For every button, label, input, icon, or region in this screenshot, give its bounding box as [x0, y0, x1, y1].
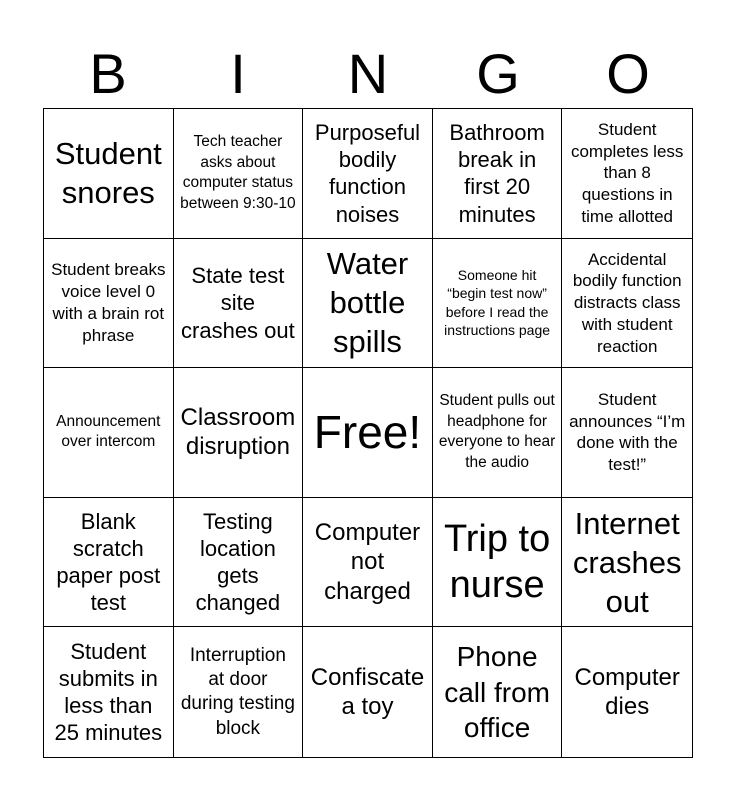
bingo-cell[interactable]: [174, 109, 304, 239]
bingo-cell[interactable]: [303, 109, 433, 239]
bingo-cell[interactable]: [433, 109, 563, 239]
cell-text: Someone hit “begin test now” before I read the instructions page: [444, 266, 551, 339]
cell-text: Student pulls out headphone for everyone to hear the audio: [438, 391, 556, 472]
bingo-cell[interactable]: [433, 627, 563, 757]
cell-text: Student submits in less than 25 minutes: [54, 638, 163, 746]
bingo-cell[interactable]: [433, 498, 563, 628]
bingo-cell[interactable]: [44, 368, 174, 498]
cell-text: Accidental bodily function distracts class with student reaction: [572, 249, 682, 356]
bingo-cell[interactable]: [44, 239, 174, 369]
cell-text: Student announces “I’m done with the test!”: [569, 389, 686, 475]
bingo-cell[interactable]: [44, 109, 174, 239]
bingo-cell[interactable]: [433, 239, 563, 369]
header-letter-n: N: [347, 42, 389, 105]
cell-text: Interruption at door during testing block: [180, 644, 295, 739]
bingo-cell[interactable]: [44, 498, 174, 628]
cell-text: Testing location gets changed: [195, 508, 281, 616]
cell-text: Trip to nurse: [443, 517, 551, 607]
free-space-text: Free!: [313, 406, 422, 459]
bingo-cell[interactable]: [174, 239, 304, 369]
cell-text: Computer dies: [574, 663, 680, 721]
header-letter-g: G: [476, 42, 520, 105]
bingo-board: [43, 108, 693, 758]
bingo-cell[interactable]: [303, 239, 433, 369]
bingo-cell[interactable]: [562, 627, 692, 757]
cell-text: Computer not charged: [314, 519, 421, 605]
bingo-cell[interactable]: [562, 239, 692, 369]
cell-text: Student breaks voice level 0 with a brain rot phrase: [51, 260, 166, 345]
bingo-header: [43, 40, 693, 108]
bingo-cell[interactable]: [174, 627, 304, 757]
cell-text: Student completes less than 8 questions in time allotted: [570, 119, 684, 226]
cell-text: Classroom disruption: [180, 404, 296, 461]
cell-text: Student snores: [54, 136, 162, 211]
bingo-cell[interactable]: [562, 109, 692, 239]
cell-text: Announcement over intercom: [56, 412, 161, 451]
cell-text: Internet crashes out: [572, 505, 682, 619]
header-letter-b: B: [89, 42, 127, 105]
bingo-cell[interactable]: [433, 368, 563, 498]
cell-text: Purposeful bodily function noises: [314, 119, 421, 227]
cell-text: Bathroom break in first 20 minutes: [449, 119, 545, 227]
header-letter-i: I: [230, 42, 246, 105]
free-space-cell[interactable]: [303, 368, 433, 498]
cell-text: State test site crashes out: [181, 262, 295, 343]
bingo-cell[interactable]: [562, 498, 692, 628]
bingo-cell[interactable]: [303, 627, 433, 757]
header-letter-o: O: [606, 42, 650, 105]
bingo-cell[interactable]: [174, 498, 304, 628]
bingo-cell[interactable]: [174, 368, 304, 498]
bingo-cell[interactable]: [562, 368, 692, 498]
bingo-cell[interactable]: [303, 498, 433, 628]
cell-text: Blank scratch paper post test: [56, 508, 161, 616]
bingo-cell[interactable]: [44, 627, 174, 757]
cell-text: Phone call from office: [444, 641, 550, 743]
cell-text: Water bottle spills: [326, 246, 409, 360]
cell-text: Tech teacher asks about computer status between 9:30-10: [180, 132, 296, 213]
cell-text: Confiscate a toy: [310, 663, 425, 721]
